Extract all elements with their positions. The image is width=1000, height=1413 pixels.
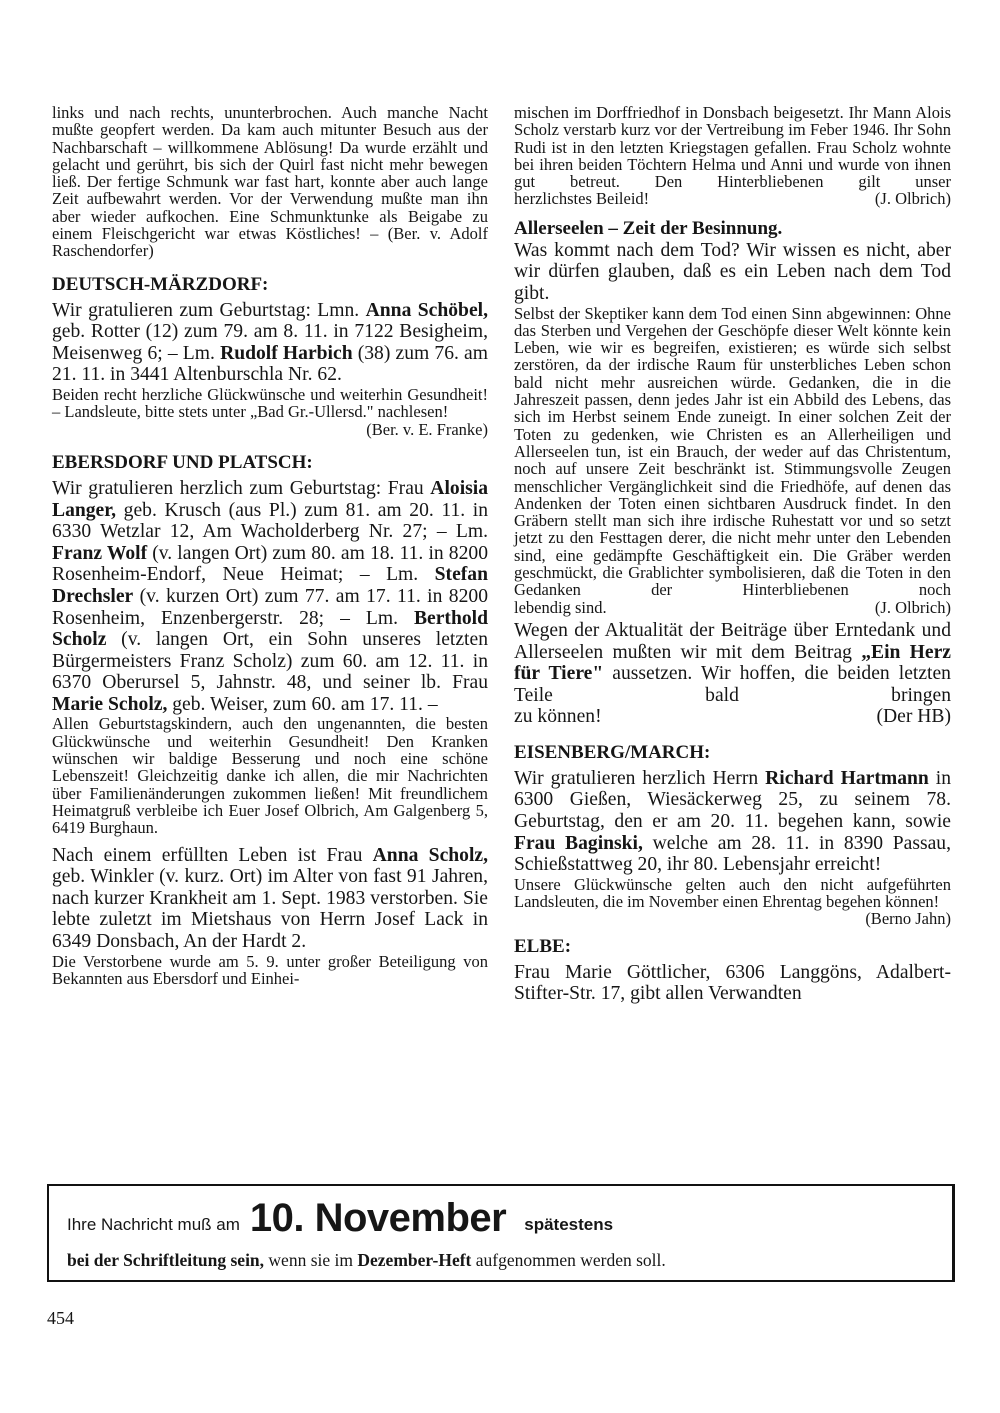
notice-deadline-date: 10. November [249, 1196, 507, 1240]
allerseelen-intro: Was kommt nach dem Tod? Wir wissen es nicht, aber wir dürfen glauben, daß es ein Leben nach dem Tod gibt. [514, 239, 951, 304]
notice-suffix: spätestens [524, 1215, 614, 1234]
deutsch-maerzdorf-wishes: Beiden recht herzliche Glückwünsche und weiterhin Gesundheit! – Landsleute, bitte stets unter „Bad Gr.-Ullersd." nachlesen! [52, 385, 488, 422]
deutsch-maerzdorf-source: (Ber. v. E. Franke) [366, 419, 488, 439]
notice-line-1 [67, 1196, 613, 1240]
editorial-note: Wegen der Aktualität der Beiträge über Erntedank und Allerseelen mußten wir mit dem Beitrag „Ein Herz für Tiere" aussetzen. Wir hoffen, die beiden letzten Teile bald bringen [514, 619, 952, 706]
eisenberg-source: (Berno Jahn) [865, 909, 951, 929]
obituary-signoff [514, 190, 951, 207]
heading-deutsch-maerzdorf: DEUTSCH-MÄRZDORF: [52, 273, 269, 295]
eisenberg-birthdays: Wir gratulieren herzlich Herrn Richard Hartmann in 6300 Gießen, Wiesäckerweg 25, zu seinem 78. Geburtstag, den er am 20. 11. begehen kann, sowie Frau Baginski, welche am 28. 11. in 8390 Passau, Schießstattweg 20, ihr 80. Lebensjahr erreicht! [514, 767, 951, 876]
editorial-closing: zu können! [514, 706, 602, 728]
elbe-text: Frau Marie Göttlicher, 6306 Langgöns, Adalbert-Stifter-Str. 17, gibt allen Verwandten [514, 961, 951, 1005]
heading-ebersdorf-platsch: EBERSDORF UND PLATSCH: [52, 451, 313, 473]
editorial-source: (Der HB) [876, 706, 951, 728]
page-number: 454 [47, 1308, 74, 1328]
heading-elbe: ELBE: [514, 935, 572, 957]
ebersdorf-wishes: Allen Geburtstagskindern, auch den ungenannten, die besten Glückwünsche und weiterhin Gesundheit! Den Kranken wünschen wir baldige Besserung und noch eine schöne Lebenszeit! Gleichzeitig danke ich allen, die mir Nachrichten über Familienänderungen zukommen ließen! Mit freundlichem Heimatgruß verbleibe ich Euer Josef Olbrich, Am Galgenberg 5, 6419 Burghaun. [52, 714, 488, 838]
notice-prefix: Ihre Nachricht muß am [67, 1215, 240, 1234]
deadline-notice-box [47, 1184, 955, 1282]
allerseelen-closing: lebendig sind. [514, 597, 607, 617]
heading-eisenberg-march: EISENBERG/MARCH: [514, 741, 711, 763]
ebersdorf-birthdays: Wir gratulieren herzlich zum Geburtstag: Frau Aloisia Langer, geb. Krusch (aus Pl.) zum 81. am 20. 11. in 6330 Wetzlar 12, Am Wacholderberg Nr. 27; – Lm. Franz Wolf (v. langen Ort) zum 80. am 18. 11. in 8200 Rosenheim-Endorf, Neue Heimat; – Lm. Stefan Drechsler (v. kurzen Ort) zum 77. am 17. 11. in 8200 Rosenheim, Enzenbergerstr. 28; – Lm. Berthold Scholz (v. langen Ort, ein Sohn unseres letzten Bürgermeisters Franz Scholz) zum 60. am 12. 11. in 6370 Oberursel 5, Jahnstr. 48, und seiner lb. Frau Marie Scholz, geb. Weiser, zum 60. am 17. 11. – [52, 477, 488, 715]
schmunk-article-end: links und nach rechts, ununterbrochen. Auch manche Nacht mußte geopfert werden. Da kam auch mitunter Besuch aus der Nachbarschaft – willkommene Ablösung! Da wurde erzählt und gelacht und gerührt, bis sich der Quirl fast nicht mehr bewegen ließ. Der fertige Schmunk war fast hart, konnte aber auch lange Zeit aufbewahrt werden. Vor der Verwendung mußte man ihn aber wieder aufkochen. Eine Schmunktunke als Beigabe zu einem Fleischgericht war etwas Köstliches! – (Ber. v. Adolf Raschendorfer) [52, 103, 488, 261]
obituary-closing: herzlichstes Beileid! [514, 189, 650, 209]
obituary-anna-scholz: Nach einem erfüllten Leben ist Frau Anna Scholz, geb. Winkler (v. kurz. Ort) im Alter von fast 91 Jahren, nach kurzer Krankheit am 1. Sept. 1983 verstorben. Sie lebte zuletzt im Mietshaus von Herrn Josef Lack in 6349 Donsbach, An der Hardt 2. [52, 844, 489, 952]
left-column [52, 104, 488, 987]
eisenberg-wishes: Unsere Glückwünsche gelten auch den nicht aufgeführten Landsleuten, die im November einen Ehrentag begehen können! [514, 874, 951, 912]
obituary-source: (J. Olbrich) [874, 189, 951, 209]
allerseelen-body: Selbst der Skeptiker kann dem Tod einen Sinn abgewinnen: Ohne das Sterben und Vergehen der Geschöpfe dieser Welt könnte kein Leben, wie wir es begreifen, existieren; es würde sich selbst zerstören, da der irdische Raum für unsterbliches Leben schon bald nicht mehr ausreichen würde. Gedanken, die in die Jahreszeit passen, denn jedes Jahr ist ein Abbild des Lebens, das sich im Herbst seinem Ende zuneigt. In einer solchen Zeit der Toten zu gedenken, wie Christen es an Allerheiligen und Allerseelen tun, ist ein Brauch, der weder auf das Christentum, noch auf unsere Zeit beschränkt ist. Stimmungsvolle Zeugen menschlicher Vergänglichkeit sind die Friedhöfe, auf denen das Andenken der Toten einen sichtbaren Ausdruck findet. In den Gräbern stellt man sich ihre irdische Ruhestatt vor und so setzt jetzt zu den Festtagen derer, die nicht mehr unter den Lebenden sind, eine gedämpfte Geschäftigkeit ein. Die Gräber werden geschmückt, die Grablichter symbolisieren, daß die Toten in den Gedanken der Hinterbliebenen noch [514, 303, 951, 600]
allerseelen-signoff [514, 599, 951, 616]
obituary-continued: mischen im Dorffriedhof in Donsbach beigesetzt. Ihr Mann Alois Scholz verstarb kurz vor der Vertreibung im Feber 1946. Ihr Sohn Rudi ist in den letzten Kriegstagen gefallen. Frau Scholz wohnte bei ihren beiden Töchtern Helma und Anni und wurde von ihnen gut betreut. Den Hinterbliebenen gilt unser [514, 103, 951, 192]
notice-line-2: bei der Schriftleitung sein, wenn sie im Dezember-Heft aufgenommen werden soll. [67, 1250, 666, 1270]
allerseelen-source: (J. Olbrich) [874, 597, 951, 617]
heading-allerseelen: Allerseelen – Zeit der Besinnung. [514, 217, 783, 239]
right-column [514, 104, 951, 1005]
obituary-funeral-note: Die Verstorbene wurde am 5. 9. unter großer Beteiligung von Bekannten aus Ebersdorf und Einhei- [52, 951, 488, 988]
editorial-signoff [514, 706, 951, 728]
deutsch-maerzdorf-birthdays: Wir gratulieren zum Geburtstag: Lmn. Anna Schöbel, geb. Rotter (12) zum 79. am 8. 11. in 7122 Besigheim, Meisenweg 6; – Lm. Rudolf Harbich (38) zum 76. am 21. 11. in 3441 Altenburschla Nr. 62. [52, 299, 488, 386]
